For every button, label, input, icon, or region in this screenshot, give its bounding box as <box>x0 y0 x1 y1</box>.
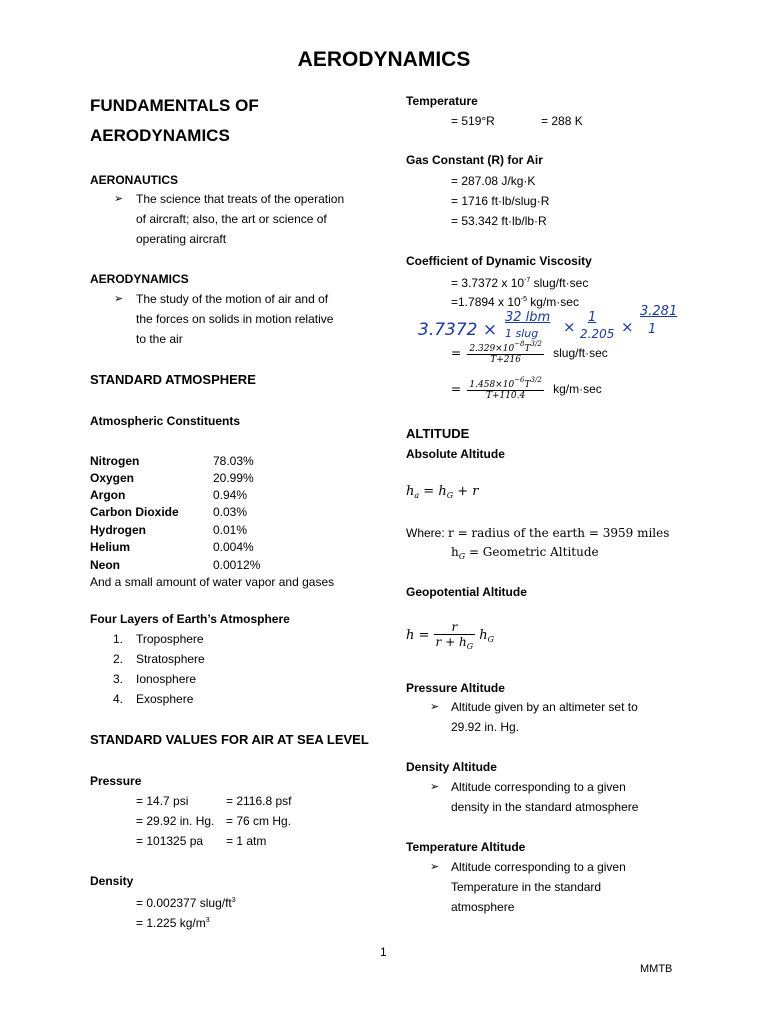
section-heading-fundamentals: FUNDAMENTALS OF <box>90 96 259 115</box>
constituent-name: Neon <box>90 558 120 572</box>
hand-frac-num: 1 <box>588 310 597 325</box>
gas-constant-heading: Gas Constant (R) for Air <box>406 153 543 167</box>
layers-heading: Four Layers of Earth’s Atmosphere <box>90 612 290 626</box>
absolute-altitude-formula: $h_a = h_G + r$ <box>406 484 479 500</box>
pressure-value: = 76 cm Hg. <box>226 814 292 828</box>
gas-constant-value: = 287.08 J/kg·K <box>451 174 536 188</box>
constituent-name: Carbon Dioxide <box>90 505 179 519</box>
bullet-arrow-icon: ➢ <box>430 781 440 793</box>
aerodynamics-line: the forces on solids in motion relative <box>136 312 334 326</box>
constituent-value: 78.03% <box>213 454 254 468</box>
constituent-value: 0.01% <box>213 523 248 537</box>
temperature-altitude-heading: Temperature Altitude <box>406 840 526 854</box>
pressure-altitude-line: 29.92 in. Hg. <box>451 720 520 734</box>
temperature-kelvin: = 288 K <box>541 114 583 128</box>
density-altitude-heading: Density Altitude <box>406 760 497 774</box>
hand-frac-num: 32 lbm <box>505 310 551 325</box>
constituent-value: 0.004% <box>213 540 254 554</box>
pressure-value: = 14.7 psi <box>136 794 189 808</box>
density-value: = 1.225 $kg/m^3$ <box>136 916 210 930</box>
hand-frac-den: 1 slug <box>505 327 539 340</box>
constituent-name: Argon <box>90 488 126 502</box>
density-altitude-line: density in the standard atmosphere <box>451 800 639 814</box>
constituent-name: Hydrogen <box>90 523 147 537</box>
aeronautics-heading: AERONAUTICS <box>90 173 179 187</box>
bullet-arrow-icon: ➢ <box>114 293 124 305</box>
constituents-note: And a small amount of water vapor and gases <box>90 575 335 589</box>
footer-initials: MMTB <box>640 963 673 975</box>
layer-item: Stratosphere <box>136 652 205 666</box>
geopotential-altitude-heading: Geopotential Altitude <box>406 585 527 599</box>
density-heading: Density <box>90 874 134 888</box>
constituent-value: 0.94% <box>213 488 248 502</box>
pressure-altitude-line: Altitude given by an altimeter set to <box>451 700 638 714</box>
where-clause: Where: r = radius of the earth = 3959 miles <box>406 526 670 540</box>
where-geometric: $h_G$ = Geometric Altitude <box>451 545 599 561</box>
constituent-value: 20.99% <box>213 471 254 485</box>
hand-lead: 3.7372 × <box>418 320 498 340</box>
bullet-arrow-icon: ➢ <box>114 193 124 205</box>
aeronautics-line: operating aircraft <box>136 232 227 246</box>
constituent-value: 0.0012% <box>213 558 261 572</box>
pressure-altitude-heading: Pressure Altitude <box>406 681 505 695</box>
pressure-heading: Pressure <box>90 774 142 788</box>
aerodynamics-heading: AERODYNAMICS <box>90 272 189 286</box>
hand-frac-den: 2.205 <box>580 327 615 341</box>
pressure-value: = 29.92 in. Hg. <box>136 814 215 828</box>
pressure-value: = 2116.8 psf <box>226 794 292 808</box>
viscosity-formula-english: = $\frac{2.329\times 10^{-8}T^{3/2}}{T+216}$ slug/ft·sec <box>451 340 608 365</box>
constituents-heading: Atmospheric Constituents <box>90 414 241 428</box>
layer-number: 3. <box>113 672 124 686</box>
hand-frac-den: 1 <box>648 322 657 337</box>
aerodynamics-line: to the air <box>136 332 183 346</box>
layer-number: 4. <box>113 692 124 706</box>
constituent-name: Oxygen <box>90 471 135 485</box>
hand-frac-num: 3.281 <box>640 304 678 319</box>
temperature-altitude-line: atmosphere <box>451 900 515 914</box>
standard-values-heading: STANDARD VALUES FOR AIR AT SEA LEVEL <box>90 732 369 747</box>
hand-times: × <box>563 318 576 336</box>
viscosity-formula-si: = $\frac{1.458\times 10^{-6}T^{3/2}}{T+110.4}$ kg/m·sec <box>451 376 602 401</box>
pressure-value: = 101325 pa <box>136 834 204 848</box>
layer-number: 1. <box>113 632 124 646</box>
density-altitude-line: Altitude corresponding to a given <box>451 780 626 794</box>
temperature-altitude-line: Temperature in the standard <box>451 880 602 894</box>
temperature-altitude-line: Altitude corresponding to a given <box>451 860 626 874</box>
page-title: AERODYNAMICS <box>297 48 471 71</box>
constituent-name: Helium <box>90 540 131 554</box>
aeronautics-line: of aircraft; also, the art or science of <box>136 212 327 226</box>
aerodynamics-line: The study of the motion of air and of <box>136 292 329 306</box>
viscosity-heading: Coefficient of Dynamic Viscosity <box>406 254 592 268</box>
bullet-arrow-icon: ➢ <box>430 701 440 713</box>
altitude-heading: ALTITUDE <box>406 426 470 441</box>
page-number: 1 <box>380 945 387 959</box>
section-heading-aerodynamics-main: AERODYNAMICS <box>90 126 230 145</box>
gas-constant-value: = 1716 ft·lb/slug·R <box>451 194 550 208</box>
constituent-value: 0.03% <box>213 505 248 519</box>
temperature-rankine: = 519°R <box>451 114 495 128</box>
layer-item: Ionosphere <box>136 672 197 686</box>
temperature-heading: Temperature <box>406 94 478 108</box>
standard-atmosphere-heading: STANDARD ATMOSPHERE <box>90 372 256 387</box>
layer-item: Exosphere <box>136 692 194 706</box>
bullet-arrow-icon: ➢ <box>430 861 440 873</box>
equals-sign: = <box>451 345 462 360</box>
gas-constant-value: = 53.342 ft·lb/lb·R <box>451 214 547 228</box>
aeronautics-line: The science that treats of the operation <box>136 192 345 206</box>
viscosity-value: = 3.7372 x $10^{-7}$ slug/ft·sec <box>451 276 589 290</box>
layer-item: Troposphere <box>136 632 204 646</box>
equals-sign: = <box>451 381 462 396</box>
absolute-altitude-heading: Absolute Altitude <box>406 447 505 461</box>
layer-number: 2. <box>113 652 124 666</box>
pressure-value: = 1 atm <box>226 834 267 848</box>
viscosity-value: =1.7894 x $10^{-5}$ kg/m·sec <box>451 295 579 309</box>
constituent-name: Nitrogen <box>90 454 140 468</box>
geopotential-formula: h = $\frac{r}{r + h_G}$ $h_G$ <box>406 620 494 651</box>
density-value: = 0.002377 slug/$ft^3$ <box>136 896 236 910</box>
hand-times: × <box>621 318 634 336</box>
